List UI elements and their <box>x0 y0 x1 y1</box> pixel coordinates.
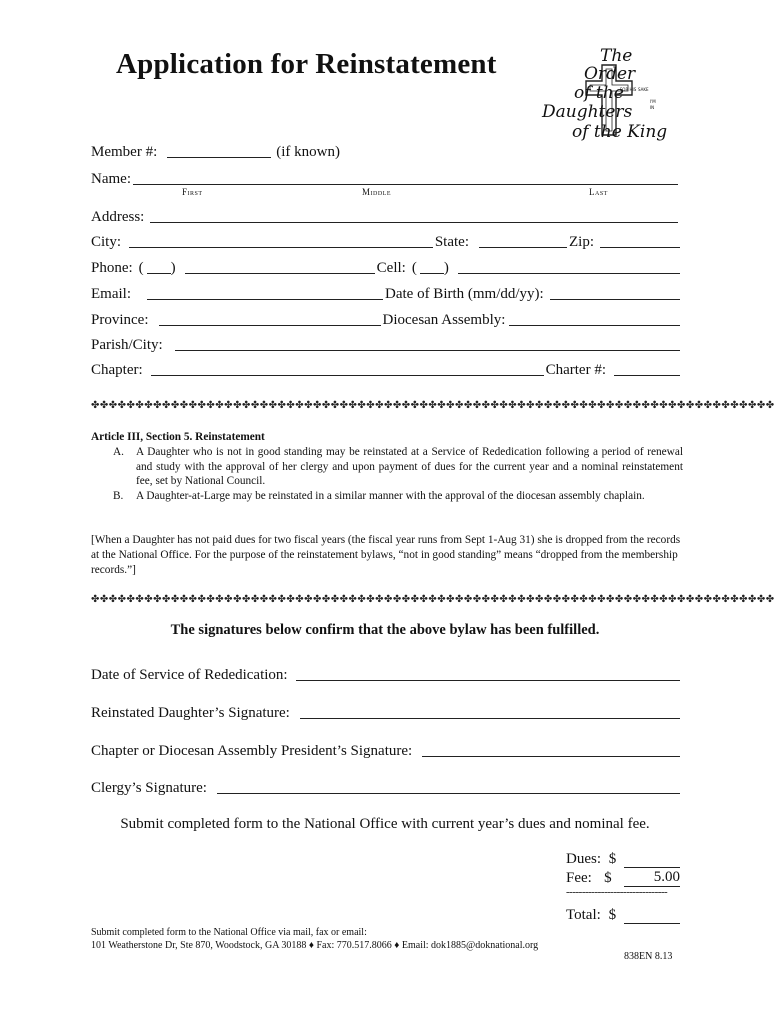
address-row <box>91 206 680 226</box>
total-row <box>566 905 680 924</box>
logo-cross-text-3: I'M <box>650 99 656 104</box>
dues-currency: $ <box>608 851 617 867</box>
province-label: Province: <box>91 312 149 328</box>
city-row <box>91 231 680 251</box>
daughter-signature-row <box>91 702 680 722</box>
name-last-label: Last <box>589 187 608 197</box>
name-first-label: First <box>182 187 203 197</box>
email-row <box>91 283 680 303</box>
page-title: Application for Reinstatement <box>116 48 497 80</box>
logo-text-the: The <box>600 46 633 66</box>
logo-text-order: Order <box>584 64 636 84</box>
state-field[interactable] <box>479 233 567 248</box>
cell-area-close: ) <box>443 260 449 276</box>
dues-amount-field[interactable] <box>624 850 680 868</box>
total-amount-field[interactable] <box>624 906 680 924</box>
member-row <box>91 141 343 161</box>
parish-row <box>91 334 680 354</box>
city-field[interactable] <box>129 233 433 248</box>
dues-label: Dues: <box>566 851 601 867</box>
cell-area-open: ( <box>411 260 417 276</box>
confirmation-heading: The signatures below confirm that the above bylaw has been fulfilled. <box>170 622 600 638</box>
total-label: Total: <box>566 907 601 923</box>
name-row <box>91 168 680 188</box>
fee-label: Fee: <box>566 870 592 886</box>
city-label: City: <box>91 234 122 250</box>
dob-label: Date of Birth (mm/dd/yy): <box>385 286 544 302</box>
zip-label: Zip: <box>569 234 594 250</box>
president-signature-label: Chapter or Diocesan Assembly President’s Signature: <box>91 743 413 759</box>
cell-field[interactable] <box>458 259 680 274</box>
footer-email[interactable]: Email: dok1885@doknational.org <box>401 940 539 951</box>
footer-instructions: Submit completed form to the National Office via mail, fax or email: <box>91 927 367 938</box>
logo-text-of-the: of the <box>574 83 624 103</box>
fees-box <box>566 849 680 924</box>
president-signature-row <box>91 740 680 760</box>
address-label: Address: <box>91 209 145 225</box>
total-divider: -------------------------------- <box>566 886 668 898</box>
dues-row <box>566 849 680 868</box>
parish-field[interactable] <box>175 336 680 351</box>
phone-field[interactable] <box>185 259 375 274</box>
email-label: Email: <box>91 286 131 302</box>
province-field[interactable] <box>159 311 381 326</box>
member-hint: (if known) <box>276 144 340 160</box>
charter-label: Charter #: <box>545 362 606 378</box>
footer <box>91 926 538 952</box>
fee-amount: 5.00 <box>624 869 680 887</box>
bylaw-article <box>91 430 683 504</box>
logo-text-of-the-king: of the King <box>572 122 668 142</box>
phone-area-open: ( <box>138 260 144 276</box>
footer-separator-1: ♦ <box>308 940 314 951</box>
dob-field[interactable] <box>550 285 680 300</box>
rededication-label: Date of Service of Rededication: <box>91 667 288 683</box>
dues-note: [When a Daughter has not paid dues for two fiscal years (the fiscal year runs from Sept 1-Aug 31) she is dropped from the records at the National Office. For the purpose of the reinstatement bylaws, “not in good standing” means “dropped from the membership records.”] <box>91 534 681 576</box>
member-label: Member #: <box>91 144 158 160</box>
article-heading: Article III, Section 5. Reinstatement <box>91 431 265 443</box>
chapter-field[interactable] <box>151 361 544 376</box>
name-field[interactable] <box>133 170 678 185</box>
clergy-signature-field[interactable] <box>217 779 680 794</box>
clergy-signature-row <box>91 777 680 797</box>
logo-cross-text-1: FOR HIS <box>620 87 637 92</box>
article-item-a <box>113 445 683 489</box>
logo-text-daughters: Daughters <box>542 102 633 122</box>
zip-field[interactable] <box>600 233 680 248</box>
phone-area-close: ) <box>170 260 176 276</box>
cell-area-field[interactable] <box>420 259 444 274</box>
rededication-row <box>91 664 680 684</box>
phone-row <box>91 257 680 277</box>
logo-cross-text-4: IN <box>650 105 655 110</box>
footer-contact <box>91 939 538 952</box>
article-item-b <box>113 489 683 504</box>
clergy-signature-label: Clergy’s Signature: <box>91 780 207 796</box>
president-signature-field[interactable] <box>422 742 680 757</box>
daughter-signature-field[interactable] <box>300 704 680 719</box>
address-field[interactable] <box>150 208 678 223</box>
order-logo <box>540 45 680 150</box>
phone-area-field[interactable] <box>147 259 171 274</box>
name-label: Name: <box>91 171 131 187</box>
article-item-a-key: A. <box>113 445 124 458</box>
phone-label: Phone: <box>91 260 133 276</box>
ornamental-divider-bottom: ✤✤✤✤✤✤✤✤✤✤✤✤✤✤✤✤✤✤✤✤✤✤✤✤✤✤✤✤✤✤✤✤✤✤✤✤✤✤✤✤✤✤✤✤✤✤✤✤✤✤✤✤✤✤✤✤✤✤✤✤✤✤✤✤✤✤✤✤✤✤✤✤✤✤✤✤✤ <box>91 594 775 605</box>
daughter-signature-label: Reinstated Daughter’s Signature: <box>91 705 290 721</box>
cell-label: Cell: <box>376 260 406 276</box>
fee-currency: $ <box>604 870 612 886</box>
name-middle-label: Middle <box>362 187 391 197</box>
diocesan-field[interactable] <box>509 311 680 326</box>
footer-address: 101 Weatherstone Dr, Ste 870, Woodstock, GA 30188 <box>91 940 307 951</box>
ornamental-divider-top: ✤✤✤✤✤✤✤✤✤✤✤✤✤✤✤✤✤✤✤✤✤✤✤✤✤✤✤✤✤✤✤✤✤✤✤✤✤✤✤✤✤✤✤✤✤✤✤✤✤✤✤✤✤✤✤✤✤✤✤✤✤✤✤✤✤✤✤✤✤✤✤✤✤✤✤✤✤ <box>91 400 775 411</box>
submit-instructions: Submit completed form to the National Office with current year’s dues and nominal fee. <box>120 816 650 832</box>
state-label: State: <box>434 234 469 250</box>
article-item-a-text: A Daughter who is not in good standing may be reinstated at a Service of Rededication following a period of renewal and study with the approval of her clergy and upon payment of dues for the current year and a nominal reinstatement fee, set by National Council. <box>136 445 683 488</box>
total-currency: $ <box>608 907 617 923</box>
chapter-row <box>91 359 680 379</box>
logo-cross-text-2: SAKE <box>638 87 649 92</box>
form-code: 838EN 8.13 <box>624 951 673 962</box>
parish-label: Parish/City: <box>91 337 163 353</box>
fee-row <box>566 868 680 887</box>
province-row <box>91 309 680 329</box>
email-field[interactable] <box>147 285 383 300</box>
diocesan-label: Diocesan Assembly: <box>382 312 506 328</box>
chapter-label: Chapter: <box>91 362 143 378</box>
footer-fax: Fax: 770.517.8066 <box>316 940 392 951</box>
charter-field[interactable] <box>614 361 680 376</box>
rededication-date-field[interactable] <box>296 666 680 681</box>
article-item-b-key: B. <box>113 490 124 503</box>
footer-separator-2: ♦ <box>394 940 400 951</box>
member-number-field[interactable] <box>167 143 271 158</box>
article-item-b-text: A Daughter-at-Large may be reinstated in a similar manner with the approval of the diocesan assembly chaplain. <box>136 490 645 503</box>
